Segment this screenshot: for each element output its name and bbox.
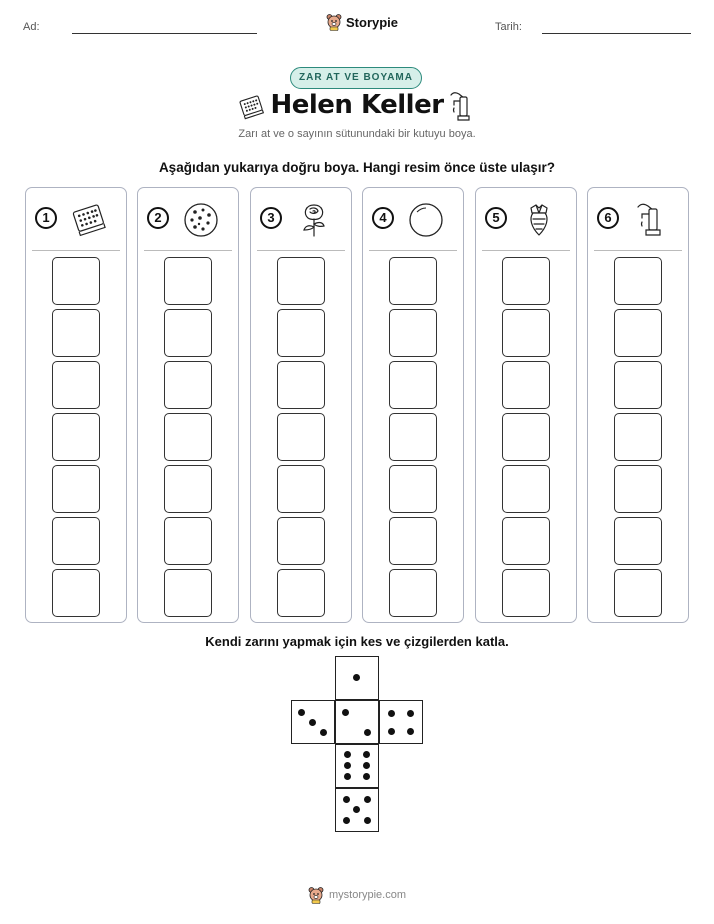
color-box[interactable] <box>614 257 662 305</box>
color-box[interactable] <box>52 465 100 513</box>
dice-face-1 <box>335 656 379 700</box>
color-box[interactable] <box>52 569 100 617</box>
column-2 <box>137 187 239 623</box>
color-box[interactable] <box>389 569 437 617</box>
color-box[interactable] <box>52 257 100 305</box>
dice-pip <box>407 728 414 735</box>
cookie-icon <box>182 202 220 238</box>
dice-instruction: Kendi zarını yapmak için kes ve çizgilerden katla. <box>205 634 509 649</box>
column-divider <box>594 250 682 251</box>
dice-pip <box>388 728 395 735</box>
column-number: 6 <box>597 207 619 229</box>
color-box[interactable] <box>164 465 212 513</box>
braille-book-icon <box>70 202 108 238</box>
storypie-logo <box>326 12 398 32</box>
dice-face-2 <box>335 700 379 744</box>
dice-pip <box>343 817 350 824</box>
dice-face-3 <box>291 700 335 744</box>
color-box[interactable] <box>277 517 325 565</box>
color-box[interactable] <box>389 361 437 409</box>
color-box[interactable] <box>52 361 100 409</box>
dice-face-4 <box>379 700 423 744</box>
color-box[interactable] <box>164 517 212 565</box>
color-box[interactable] <box>164 309 212 357</box>
color-box[interactable] <box>614 309 662 357</box>
name-label: Ad: <box>23 21 40 33</box>
column-6 <box>587 187 689 623</box>
color-box[interactable] <box>614 465 662 513</box>
color-box[interactable] <box>277 361 325 409</box>
color-box[interactable] <box>614 569 662 617</box>
color-box[interactable] <box>502 257 550 305</box>
dice-face-5 <box>335 788 379 832</box>
column-number: 3 <box>260 207 282 229</box>
color-box[interactable] <box>389 413 437 461</box>
dice-pip <box>353 674 360 681</box>
color-box[interactable] <box>502 517 550 565</box>
column-number: 5 <box>485 207 507 229</box>
dice-pip <box>298 709 305 716</box>
column-divider <box>257 250 345 251</box>
color-box[interactable] <box>614 361 662 409</box>
column-5 <box>475 187 577 623</box>
brand-name: Storypie <box>346 14 399 30</box>
color-box[interactable] <box>389 465 437 513</box>
color-box[interactable] <box>389 257 437 305</box>
dice-pip <box>344 751 351 758</box>
column-1 <box>25 187 127 623</box>
color-box[interactable] <box>502 465 550 513</box>
color-box[interactable] <box>164 361 212 409</box>
date-line[interactable] <box>542 33 691 34</box>
dice-pip <box>353 806 360 813</box>
dice-pip <box>364 729 371 736</box>
water-pump-icon <box>448 90 474 122</box>
bee-icon <box>520 202 558 238</box>
bear-icon <box>308 886 324 904</box>
dice-face-6 <box>335 744 379 788</box>
color-box[interactable] <box>52 517 100 565</box>
dice-pip <box>363 751 370 758</box>
color-box[interactable] <box>52 413 100 461</box>
dice-pip <box>364 796 371 803</box>
dice-pip <box>363 773 370 780</box>
rose-icon <box>295 202 333 238</box>
page-subtitle: Zarı at ve o sayının sütunundaki bir kutuyu boya. <box>238 128 476 140</box>
column-number: 1 <box>35 207 57 229</box>
column-divider <box>32 250 120 251</box>
color-box[interactable] <box>614 517 662 565</box>
ball-icon <box>407 202 445 238</box>
column-divider <box>369 250 457 251</box>
instruction-text: Aşağıdan yukarıya doğru boya. Hangi resim önce üste ulaşır? <box>158 160 556 175</box>
color-box[interactable] <box>164 569 212 617</box>
column-divider <box>144 250 232 251</box>
dice-pip <box>344 773 351 780</box>
footer <box>308 884 406 906</box>
column-3 <box>250 187 352 623</box>
dice-pip <box>388 710 395 717</box>
dice-pip <box>343 796 350 803</box>
column-number: 4 <box>372 207 394 229</box>
column-number: 2 <box>147 207 169 229</box>
color-box[interactable] <box>164 413 212 461</box>
footer-site[interactable]: mystorypie.com <box>329 889 407 901</box>
color-box[interactable] <box>277 257 325 305</box>
color-box[interactable] <box>277 413 325 461</box>
water-pump-icon <box>632 202 670 238</box>
dice-pip <box>364 817 371 824</box>
color-box[interactable] <box>502 413 550 461</box>
dice-pip <box>342 709 349 716</box>
dice-pip <box>309 719 316 726</box>
color-box[interactable] <box>277 465 325 513</box>
color-box[interactable] <box>389 517 437 565</box>
column-4 <box>362 187 464 623</box>
dice-pip <box>320 729 327 736</box>
color-box[interactable] <box>52 309 100 357</box>
color-box[interactable] <box>502 309 550 357</box>
column-divider <box>482 250 570 251</box>
activity-badge: ZAR AT VE BOYAMA <box>290 67 422 89</box>
color-box[interactable] <box>277 309 325 357</box>
page-title: Helen Keller <box>270 90 444 120</box>
dice-pip <box>363 762 370 769</box>
color-box[interactable] <box>502 569 550 617</box>
color-box[interactable] <box>164 257 212 305</box>
date-label: Tarih: <box>495 21 522 33</box>
dice-pip <box>344 762 351 769</box>
bear-icon <box>326 13 342 31</box>
dice-pip <box>407 710 414 717</box>
color-box[interactable] <box>614 413 662 461</box>
name-line[interactable] <box>72 33 257 34</box>
color-box[interactable] <box>277 569 325 617</box>
color-box[interactable] <box>502 361 550 409</box>
color-box[interactable] <box>389 309 437 357</box>
